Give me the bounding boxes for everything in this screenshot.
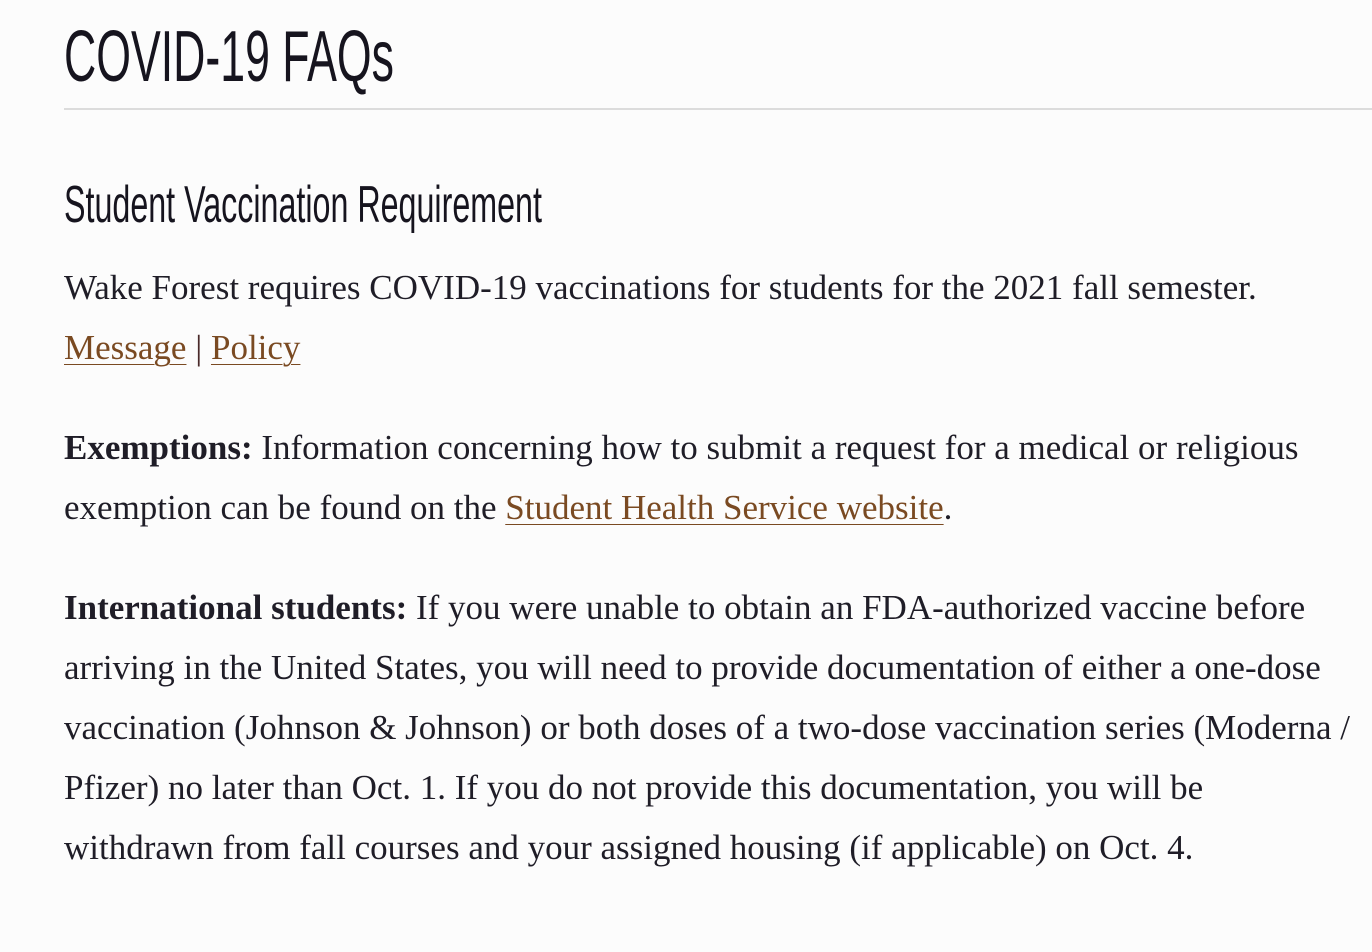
student-health-service-link[interactable]: Student Health Service website xyxy=(505,488,944,527)
exemptions-text: Information concerning how to submit a request for a medical or religious exemption can be found on the xyxy=(64,428,1299,527)
exemptions-label: Exemptions: xyxy=(64,428,253,467)
section-title: Student Vaccination Requirement xyxy=(64,176,542,234)
international-students-paragraph xyxy=(64,578,1354,878)
title-divider xyxy=(64,108,1372,110)
international-label: International students: xyxy=(64,588,408,627)
link-separator: | xyxy=(186,328,211,367)
intro-text: Wake Forest requires COVID-19 vaccinations for students for the 2021 fall semester. xyxy=(64,268,1257,307)
faq-page xyxy=(64,0,1372,867)
intro-paragraph xyxy=(64,258,1354,378)
international-text: If you were unable to obtain an FDA-authorized vaccine before arriving in the United States, you will need to provide documentation of either a one-dose vaccination (Johnson & Johnson) or both doses of a two-dose vaccination series (Moderna / Pfizer) no later than Oct. 1. If you do not provide this documentation, you will be withdrawn from fall courses and your assigned housing (if applicable) on Oct. 4. xyxy=(64,588,1350,867)
page-title: COVID-19 FAQs xyxy=(64,17,394,97)
policy-link[interactable]: Policy xyxy=(210,328,301,367)
exemptions-paragraph xyxy=(64,418,1354,538)
exemptions-suffix: . xyxy=(943,488,953,527)
message-link[interactable]: Message xyxy=(64,328,187,367)
